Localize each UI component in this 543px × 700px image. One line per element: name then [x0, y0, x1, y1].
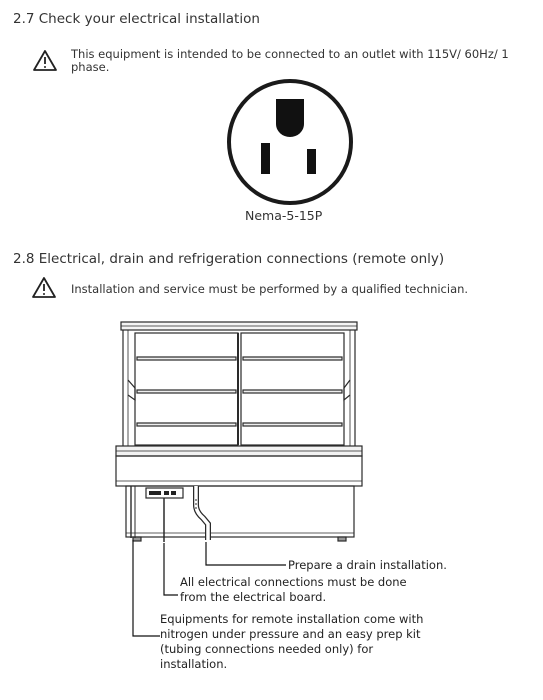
electrical-warning-line2: phase.: [71, 60, 110, 74]
warning-icon: [34, 51, 56, 70]
callout-electrical-line1: All electrical connections must be done: [180, 575, 407, 589]
callout-remote-line2: nitrogen under pressure and an easy prep kit: [160, 627, 421, 641]
technician-warning: Installation and service must be performed by a qualified technician.: [71, 282, 469, 296]
plug-label: Nema-5-15P: [245, 208, 323, 223]
warning-icon-2: [33, 278, 55, 297]
plug-icon: [229, 81, 351, 203]
callout-drain: Prepare a drain installation.: [288, 558, 447, 572]
callout-remote-line3: (tubing connections needed only) for: [160, 642, 374, 656]
electrical-warning-line1: This equipment is intended to be connected to an outlet with 115V/ 60Hz/ 1: [71, 47, 509, 61]
section-2-8-title: 2.8 Electrical, drain and refrigeration connections (remote only): [13, 251, 445, 267]
callout-remote-line4: installation.: [160, 657, 228, 671]
display-case-diagram: [116, 322, 362, 542]
callout-electrical-line2: from the electrical board.: [180, 590, 327, 604]
callout-remote-line1: Equipments for remote installation come with: [160, 612, 424, 626]
section-2-7-title: 2.7 Check your electrical installation: [13, 11, 260, 27]
